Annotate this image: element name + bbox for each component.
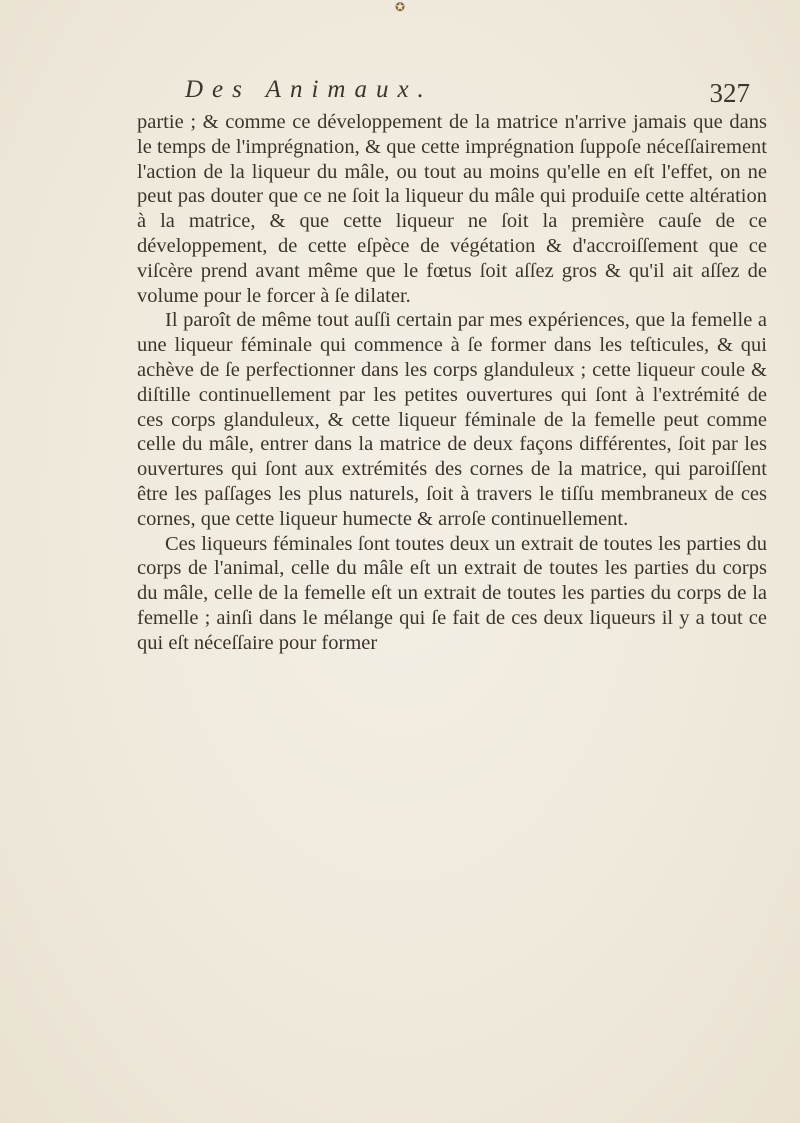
paragraph-1: partie ; & comme ce développement de la matrice n'arrive jamais que dans le temps de l'imprégnation, & que cette imprégnation ſuppoſe néceſſairement l'action de la liqueur du mâle, ou tout au moins qu'elle en eſt l'effet, on ne peut pas douter que ce ne ſoit la liqueur du mâle qui produiſe cette altération à la matrice, & que cette liqueur ne ſoit la première cauſe de ce développement, de cette eſpèce de végétation & d'accroiſſement que ce viſcère prend avant même que le fœtus ſoit aſſez gros & qu'il ait aſſez de volume pour le forcer à ſe dilater. [137, 111, 767, 307]
ink-mark: ✪ [395, 0, 406, 14]
page-number: 327 [709, 78, 750, 108]
body-text [137, 110, 767, 656]
paragraph-3: Ces liqueurs féminales ſont toutes deux un extrait de toutes les parties du corps de l'animal, celle du mâle eſt un extrait de toutes les parties du corps du mâle, celle de la femelle eſt un extrait de toutes les parties du corps de la femelle ; ainſi dans le mélange qui ſe fait de ces deux liqueurs il y a tout ce qui eſt néceſſaire pour former [137, 532, 767, 654]
running-head: Des Animaux. [185, 76, 433, 103]
paragraph-2: Il paroît de même tout auſſi certain par mes expériences, que la femelle a une liqueur féminale qui commence à ſe former dans les teſticules, & qui achève de ſe perfectionner dans les corps glanduleux ; cette liqueur coule & diſtille continuellement par les petites ouvertures qui ſont à l'extrémité de ces corps glanduleux, & cette liqueur féminale de la femelle peut comme celle du mâle, entrer dans la matrice de deux façons différentes, ſoit par les ouvertures qui ſont aux extrémités des cornes de la matrice, qui paroiſſent être les paſſages les plus naturels, ſoit à travers le tiſſu membraneux de ces cornes, que cette liqueur humecte & arroſe continuellement. [137, 309, 767, 530]
